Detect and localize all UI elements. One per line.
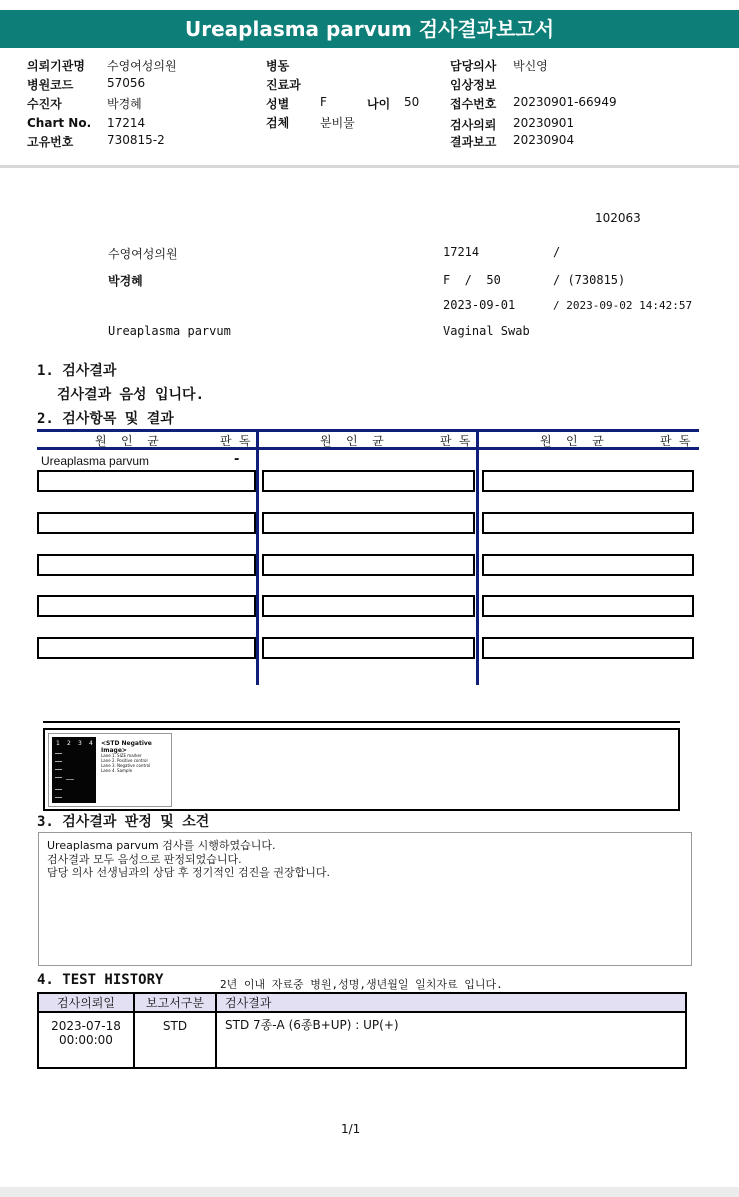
history-date: [38, 1012, 134, 1068]
col-judgement-3: 판 독: [660, 434, 691, 448]
doctor-label: 담당의사: [450, 59, 497, 73]
history-header-row: [38, 993, 686, 1012]
result-cell: [37, 470, 256, 492]
section1-result: 검사결과 음성 입니다.: [57, 387, 205, 403]
gel-photo: [52, 737, 96, 803]
info-patient: 박경혜: [108, 274, 143, 288]
history-date-time: 00:00:00: [59, 1033, 113, 1047]
request-value: 20230901: [513, 116, 575, 130]
history-col-date: 검사의뢰일: [38, 993, 134, 1012]
lane-4: 4: [89, 740, 93, 747]
info-date-reported: / 2023-09-02 14:42:57: [553, 299, 693, 312]
table-divider-2: [476, 429, 479, 685]
doctor-value: 박신영: [513, 59, 548, 73]
opinion-line: 검사결과 모두 음성으로 판정되었습니다.: [47, 852, 242, 866]
info-sample: Vaginal Swab: [443, 324, 530, 338]
col-organism-1: 원 인 균: [95, 434, 159, 448]
history-note: 2년 이내 자료중 병원,성명,생년월일 일치자료 입니다.: [220, 978, 503, 991]
specimen-label: 검체: [266, 116, 290, 130]
result-organism: Ureaplasma parvum: [41, 454, 150, 468]
result-cell: [482, 554, 694, 576]
sex-label: 성별: [266, 97, 290, 111]
unique-label: 고유번호: [27, 135, 74, 149]
result-cell: [262, 554, 475, 576]
info-birth: / (730815): [553, 273, 626, 287]
result-cell: [482, 470, 694, 492]
opinion-line: Ureaplasma parvum 검사를 시행하였습니다.: [47, 839, 276, 852]
section4-title: 4. TEST HISTORY: [37, 972, 164, 988]
info-date-requested: 2023-09-01: [443, 298, 516, 312]
marker-band: [55, 753, 62, 754]
history-col-type: 보고서구분: [134, 993, 216, 1012]
result-cell: [37, 512, 256, 534]
specimen-value: 분비물: [320, 116, 355, 130]
result-cell: [37, 595, 256, 617]
history-col-result: 검사결과: [216, 993, 686, 1012]
code-value: 57056: [107, 76, 146, 90]
image-legend-1: Lane 1. SIZE marker: [101, 753, 142, 758]
image-legend-4: Lane 4. Sample: [101, 768, 133, 773]
history-row: [38, 1012, 686, 1068]
result-cell: [482, 595, 694, 617]
report-header: [0, 0, 739, 165]
opinion-text: [47, 839, 330, 880]
gel-image: [48, 733, 172, 807]
image-legend-2: Lane 2. Positive control: [101, 758, 148, 763]
info-sex-age: F / 50: [443, 273, 501, 287]
dept-label: 진료과: [266, 78, 301, 92]
patient-value: 박경혜: [107, 97, 142, 111]
ward-label: 병동: [266, 59, 290, 73]
col-organism-2: 원 인 균: [320, 434, 384, 448]
info-test-name: Ureaplasma parvum: [108, 324, 231, 338]
header-divider: [0, 165, 739, 168]
report-label: 결과보고: [450, 135, 497, 149]
result-cell: [262, 637, 475, 659]
info-slash: /: [553, 245, 561, 259]
info-hospital: 수영여성의원: [108, 247, 178, 261]
hospital-label: 의뢰기관명: [27, 59, 85, 73]
col-judgement-1: 판 독: [220, 434, 251, 448]
report-title: Ureaplasma parvum 검사결과보고서: [0, 10, 739, 48]
chart-value: 17214: [107, 116, 146, 130]
result-cell: [262, 595, 475, 617]
result-cell: [37, 554, 256, 576]
result-cell: [482, 512, 694, 534]
lane-1: 1: [56, 740, 60, 747]
age-value: 50: [404, 95, 420, 109]
section2-title: 2. 검사항목 및 결과: [37, 411, 174, 427]
result-cell: [262, 470, 475, 492]
result-cell: [262, 512, 475, 534]
col-organism-3: 원 인 균: [540, 434, 604, 448]
image-caption-title: <STD Negative Image>: [101, 740, 152, 754]
lane-2: 2: [67, 740, 71, 747]
marker-band: [55, 761, 62, 762]
result-judgement: -: [234, 452, 240, 467]
chart-label: Chart No.: [27, 116, 92, 130]
receipt-value: 20230901-66949: [513, 95, 617, 109]
page-number: 1/1: [341, 1122, 361, 1136]
report-number: 102063: [595, 211, 641, 225]
marker-band: [55, 789, 62, 790]
report-value: 20230904: [513, 133, 575, 147]
request-label: 검사의뢰: [450, 118, 497, 132]
history-type: STD: [134, 1012, 216, 1068]
age-label: 나이: [367, 97, 391, 111]
history-date-day: 2023-07-18: [51, 1019, 121, 1033]
sex-value: F: [320, 95, 327, 109]
table-divider-1: [256, 429, 259, 685]
col-judgement-2: 판 독: [440, 434, 471, 448]
lane-3: 3: [78, 740, 82, 747]
opinion-line: 담당 의사 선생님과의 상담 후 정기적인 검진을 권장합니다.: [47, 866, 330, 879]
page-bottom-bar: [0, 1187, 739, 1197]
image-legend-3: Lane 3. Negative control: [101, 763, 151, 768]
code-label: 병원코드: [27, 78, 74, 92]
opinion-box: [38, 832, 692, 966]
info-chart: 17214: [443, 245, 480, 259]
section3-title: 3. 검사결과 판정 및 소견: [37, 814, 210, 830]
section1-title: 1. 검사결과: [37, 363, 117, 379]
marker-band: [55, 769, 62, 770]
clinical-label: 임상정보: [450, 78, 497, 92]
result-cell: [37, 637, 256, 659]
history-table: [37, 992, 687, 1069]
marker-band: [55, 777, 62, 778]
patient-label: 수진자: [27, 97, 62, 111]
marker-band: [55, 797, 62, 798]
result-cell: [482, 637, 694, 659]
history-result: STD 7종-A (6종B+UP) : UP(+): [216, 1012, 686, 1068]
hospital-value: 수영여성의원: [107, 59, 177, 73]
image-top-rule: [43, 721, 680, 723]
unique-value: 730815-2: [107, 133, 165, 147]
control-band: [66, 779, 74, 780]
receipt-label: 접수번호: [450, 97, 497, 111]
